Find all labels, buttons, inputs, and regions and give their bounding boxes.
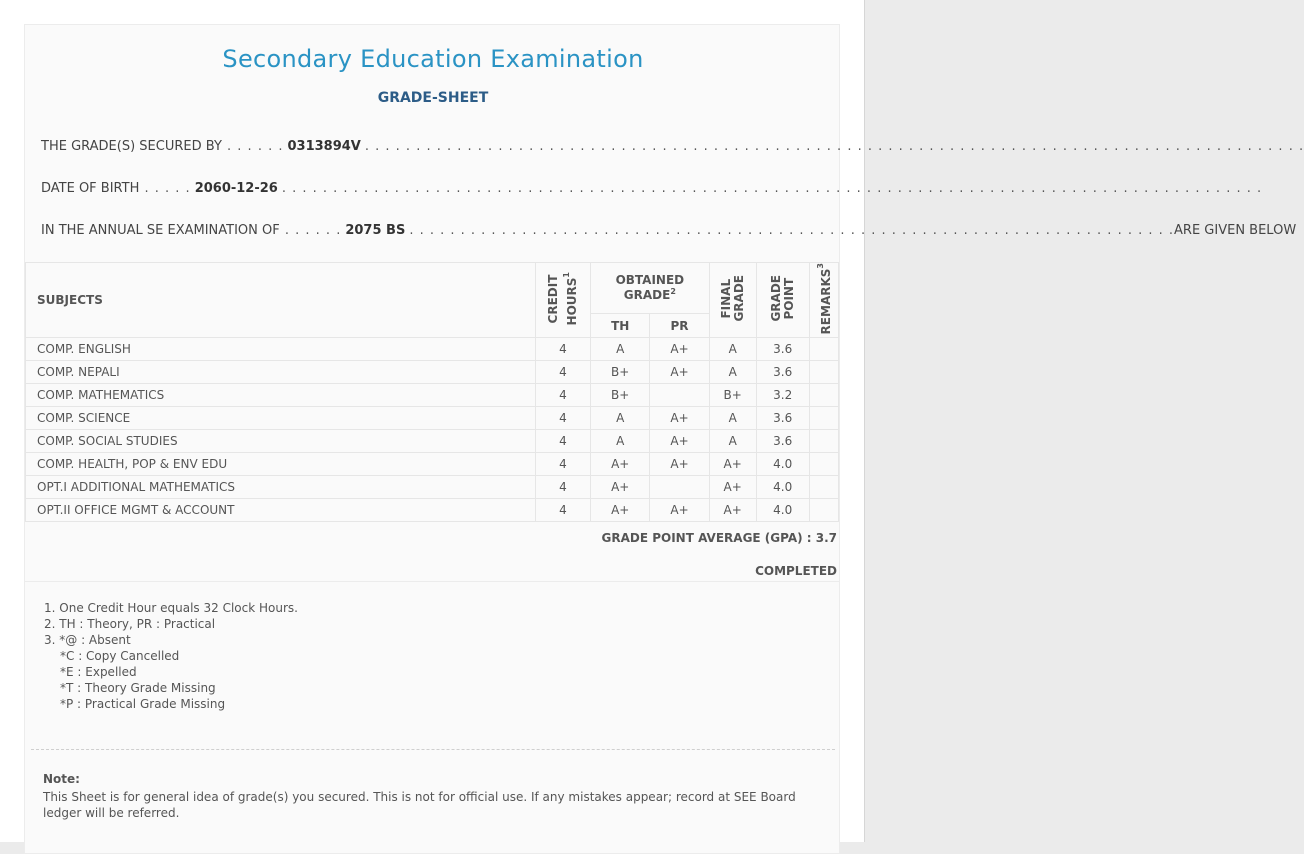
col-final-grade: FINAL GRADE [709,263,756,338]
footnote: 2. TH : Theory, PR : Practical [44,617,216,631]
th-grade-cell: A [591,407,650,430]
table-row [26,384,839,407]
subject-cell: COMP. HEALTH, POP & ENV EDU [26,453,536,476]
footnote-sub: *C : Copy Cancelled [60,649,180,663]
remarks-cell [809,430,838,453]
credit-cell: 4 [536,499,591,522]
table-row [26,407,839,430]
remarks-cell [809,384,838,407]
grade-point-cell: 3.6 [756,361,809,384]
credit-cell: 4 [536,407,591,430]
pr-grade-cell: A+ [650,453,709,476]
dob-line [41,181,1263,196]
credit-cell: 4 [536,430,591,453]
footnote: 1. One Credit Hour equals 32 Clock Hours. [44,601,298,615]
th-grade-cell: B+ [591,361,650,384]
th-grade-cell: A [591,430,650,453]
remarks-cell [809,476,838,499]
subject-cell: COMP. SCIENCE [26,407,536,430]
page-title: Secondary Education Examination [222,45,644,73]
pr-grade-cell: A+ [650,338,709,361]
table-row [26,338,839,361]
col-grade-point: GRADE POINT [756,263,809,338]
page-subtitle: GRADE-SHEET [377,90,489,106]
col-pr: PR [650,313,709,338]
dot-leader: . . . . . [139,181,191,196]
table-row [26,361,839,384]
th-grade-cell: A+ [591,453,650,476]
pr-grade-cell: A+ [650,361,709,384]
col-obtained-grade: OBTAINED GRADE$^2$ [591,263,710,314]
note-text: This Sheet is for general idea of grade(s) you secured. This is not for official use. If any mistakes appear; record at SEE Board ledger will be referred. [43,790,796,820]
pr-grade-cell: A+ [650,499,709,522]
table-row [26,430,839,453]
symbol-number: 0313894V [287,139,361,154]
divider [25,581,839,582]
remarks-cell [809,453,838,476]
footnote-sub: *P : Practical Grade Missing [60,697,226,711]
table-row [26,499,839,522]
final-grade-cell: A [709,407,756,430]
th-grade-cell: B+ [591,384,650,407]
pr-grade-cell [650,384,709,407]
gpa-summary: GRADE POINT AVERAGE (GPA) : 3.7 [601,531,837,545]
dot-leader: . . . . . . . . . . . . . . . . . . . . . . . . . . . . . . . . . . . . . . . . . . . . . . . . . . . . . . . . . . . . . . . . . . . . . . . . . . . [409,223,1175,238]
footnote-sub: *E : Expelled [60,665,137,679]
subject-cell: COMP. MATHEMATICS [26,384,536,407]
exam-suffix: ARE GIVEN BELOW [1174,223,1297,238]
dob-value: 2060-12-26 [194,181,278,196]
credit-cell: 4 [536,453,591,476]
table-row [26,476,839,499]
exam-label: IN THE ANNUAL SE EXAMINATION OF [41,223,280,238]
grade-point-cell: 3.6 [756,407,809,430]
final-grade-cell: A+ [709,499,756,522]
dot-leader: . . . . . . [279,223,342,238]
dob-label: DATE OF BIRTH [41,181,140,196]
remarks-cell [809,338,838,361]
grades-table [25,262,839,522]
footnote: 3. *@ : Absent [44,633,131,647]
secured-by-line [41,139,1304,154]
dot-leader: . . . . . . . . . . . . . . . . . . . . . . . . . . . . . . . . . . . . . . . . . . . . . . . . . . . . . . . . . . . . . . . . . . . . . . . . . . . . . . . . . . . . . . . . . . . . [364,139,1304,154]
dashed-divider [31,749,835,750]
col-remarks: REMARKS$^3$ [809,263,838,338]
pr-grade-cell: A+ [650,430,709,453]
subject-cell: OPT.I ADDITIONAL MATHEMATICS [26,476,536,499]
credit-cell: 4 [536,476,591,499]
footnote-sub: *T : Theory Grade Missing [60,681,216,695]
grade-point-cell: 3.6 [756,338,809,361]
grade-point-cell: 4.0 [756,499,809,522]
final-grade-cell: B+ [709,384,756,407]
final-grade-cell: A [709,338,756,361]
pr-grade-cell [650,476,709,499]
pr-grade-cell: A+ [650,407,709,430]
final-grade-cell: A [709,361,756,384]
secured-by-label: THE GRADE(S) SECURED BY [41,139,222,154]
grade-point-cell: 4.0 [756,453,809,476]
col-subjects: SUBJECTS [26,263,536,338]
subject-cell: COMP. SOCIAL STUDIES [26,430,536,453]
remarks-cell [809,361,838,384]
remarks-cell [809,499,838,522]
remarks-cell [809,407,838,430]
table-row [26,453,839,476]
exam-year: 2075 BS [345,223,406,238]
subject-cell: COMP. ENGLISH [26,338,536,361]
grade-sheet [24,24,1304,854]
col-th: TH [591,313,650,338]
result-status: COMPLETED [755,564,837,578]
final-grade-cell: A [709,430,756,453]
th-grade-cell: A+ [591,476,650,499]
note-heading: Note: [43,772,80,786]
dot-leader: . . . . . . [221,139,284,154]
dot-leader: . . . . . . . . . . . . . . . . . . . . . . . . . . . . . . . . . . . . . . . . . . . . . . . . . . . . . . . . . . . . . . . . . . . . . . . . . . . . . . . . . . . . . . . . . . . . . . . . [281,181,1263,196]
credit-cell: 4 [536,384,591,407]
subject-cell: OPT.II OFFICE MGMT & ACCOUNT [26,499,536,522]
final-grade-cell: A+ [709,476,756,499]
grade-point-cell: 4.0 [756,476,809,499]
footnotes [44,600,298,712]
th-grade-cell: A+ [591,499,650,522]
credit-cell: 4 [536,338,591,361]
credit-cell: 4 [536,361,591,384]
grade-point-cell: 3.6 [756,430,809,453]
col-credit-hours: CREDIT HOURS$^1$ [536,263,591,338]
exam-line [41,223,1297,238]
grade-point-cell: 3.2 [756,384,809,407]
final-grade-cell: A+ [709,453,756,476]
th-grade-cell: A [591,338,650,361]
subject-cell: COMP. NEPALI [26,361,536,384]
